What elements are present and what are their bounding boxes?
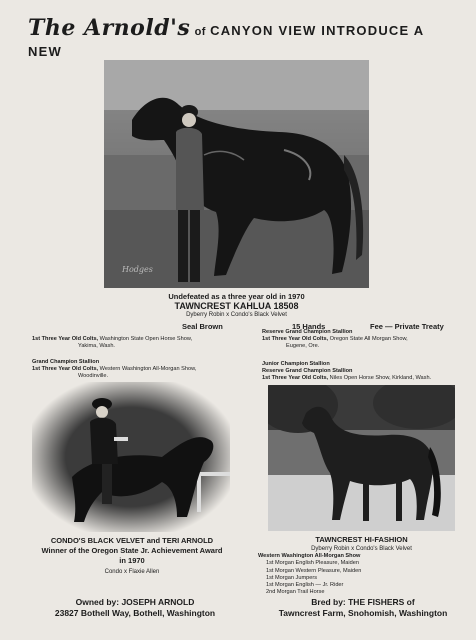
right-award-1: Reserve Grand Champion Stallion 1st Three Year Old Colts, Oregon State All Morgan Show, Eugene, Ore. [262,329,408,349]
main-horse-photo [104,60,369,288]
right-award-item: 1st Morgan English — Jr. Rider [266,582,344,589]
left-caption-1: CONDO'S BLACK VELVET and TERI ARNOLD [50,536,214,545]
right-horse-name: TAWNCREST HI-FASHION [315,535,408,544]
owner-address: 23827 Bothell Way, Bothell, Washington [54,608,216,618]
right-horse-photo [268,385,455,531]
left-pedigree: Condo x Flaxie Allen [104,569,160,575]
horse-standing-photo-icon [268,385,455,531]
right-show-name: Western Washington All-Morgan Show [258,553,361,559]
right-award-2: Junior Champion Stallion Reserve Grand Champion Stallion 1st Three Year Old Colts, Niles Open Horse Show, Kirkland, Wash. [262,361,432,381]
title-rest: CANYON VIEW INTRODUCE A NEW [28,23,424,59]
horse-with-handler-photo-icon [104,60,369,288]
rider-on-horse-photo-icon [32,382,230,532]
left-award-2: Grand Champion Stallion 1st Three Year Old Colts, Western Washington All-Morgan Show, Woodinville. [32,359,197,379]
main-horse-pedigree: Dyberry Robin x Condo's Black Velvet [186,312,287,318]
title-script: The Arnold's [28,15,191,41]
left-rider-photo [32,382,230,532]
footer-owner [30,597,240,619]
title-of: of [194,26,206,38]
horse-color: Seal Brown [182,322,223,331]
right-award-item: 1st Morgan English Pleasure, Maiden [266,560,359,567]
main-horse-name: TAWNCREST KAHLUA 18508 [174,301,299,311]
left-caption-2: Winner of the Oregon State Jr. Achievement Award [41,546,223,555]
owner-label: Owned by: JOSEPH ARNOLD [75,597,195,607]
breeder-label: Bred by: THE FISHERS of [311,597,415,607]
left-caption-3: in 1970 [119,556,145,565]
svg-text:Hodges: Hodges [122,265,153,274]
breeder-address: Tawncrest Farm, Snohomish, Washington [278,608,448,618]
right-horse-pedigree: Dyberry Robin x Condo's Black Velvet [311,546,412,552]
left-award-1: 1st Three Year Old Colts, Washington State Open Horse Show, Yakima, Wash. [32,336,193,349]
footer-breeder [266,597,460,619]
right-award-item: 1st Morgan Jumpers [266,574,317,581]
main-caption: Undefeated as a three year old in 1970 [168,292,305,301]
right-award-item: 1st Morgan Western Pleasure, Maiden [266,567,362,574]
horse-height: 15 Hands [292,322,326,331]
right-awards-list [258,553,458,597]
right-award-item: 2nd Morgan Trail Horse [266,589,325,596]
horse-fee: Fee — Private Treaty [370,322,444,331]
